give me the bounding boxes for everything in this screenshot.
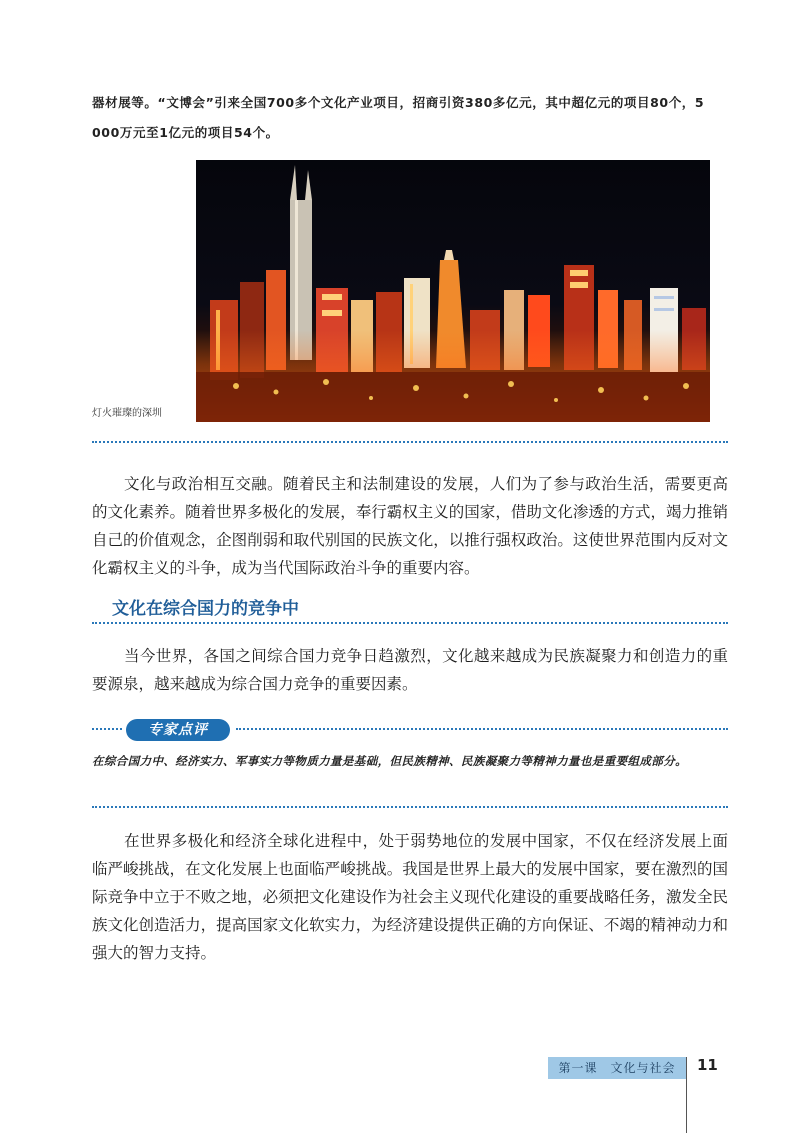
footer-chapter-label: 第一课 文化与社会 [558,1061,676,1075]
page-number: 11 [697,1056,718,1074]
paragraph-national-power: 当今世界，各国之间综合国力竞争日趋激烈，文化越来越成为民族凝聚力和创造力的重要源泉，越来越成为综合国力竞争的重要因素。 [92,647,728,693]
paragraph-culture-politics: 文化与政治相互交融。随着民主和法制建设的发展，人们为了参与政治生活，需要更高的文化素养。随着世界多极化的发展，奉行霸权主义的国家，借助文化渗透的方式，竭力推销自己的价值观念，企图削弱和取代别国的民族文化，以推行强权政治。这使世界范围内反对文化霸权主义的斗争，成为当代国际政治斗争的重要内容。 [92,475,728,577]
section-title: 文化在综合国力的竞争中 [112,599,299,619]
dotted-divider [236,728,728,730]
expert-comment-text: 在综合国力中、经济实力、军事实力等物质力量是基础，但民族精神、民族凝聚力等精神力量也是重要组成部分。 [92,754,687,768]
dotted-divider [92,728,122,730]
dotted-divider [92,441,728,443]
photo-caption: 灯火璀璨的深圳 [92,408,162,419]
footer-divider-line [686,1057,687,1133]
paragraph-developing-countries: 在世界多极化和经济全球化进程中，处于弱势地位的发展中国家，不仅在经济发展上面临严峻挑战，在文化发展上也面临严峻挑战。我国是世界上最大的发展中国家，要在激烈的国际竞争中立于不败之地，必须把文化建设作为社会主义现代化建设的重要战略任务，激发全民族文化创造活力，提高国家文化软实力，为经济建设提供正确的方向保证、不竭的精神动力和强大的智力支持。 [92,832,728,962]
city-skyline-illustration [196,160,710,422]
dotted-divider [92,806,728,808]
intro-text: 器材展等。“文博会”引来全国700多个文化产业项目，招商引资380多亿元，其中超亿元的项目80个，5 000万元至1亿元的项目54个。 [92,95,705,140]
dotted-divider [92,622,728,624]
shenzhen-night-photo [196,160,710,422]
expert-comment-badge: 专家点评 [126,719,230,741]
